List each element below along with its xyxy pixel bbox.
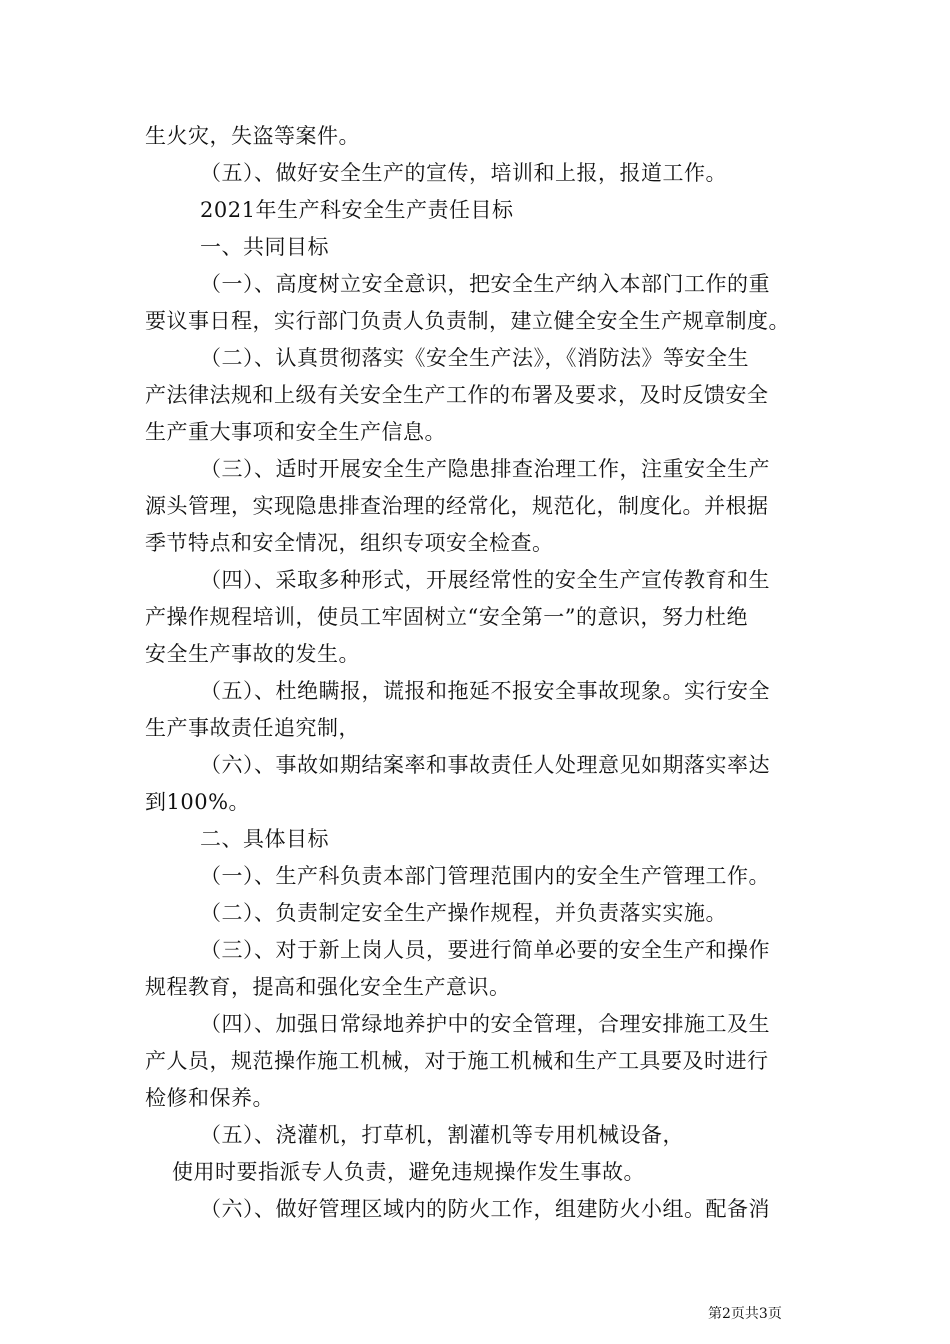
section-heading: 二、具体目标 xyxy=(200,827,329,851)
text-line: （五）、杜绝瞒报，谎报和拖延不报安全事故现象。实行安全 xyxy=(200,679,770,703)
text-line: 产操作规程培训，使员工牢固树立“安全第一”的意识，努力杜绝 xyxy=(145,605,748,629)
text-line: 产法律法规和上级有关安全生产工作的布署及要求，及时反馈安全 xyxy=(145,383,769,407)
page-number: 第2页共3页 xyxy=(708,1306,782,1322)
text-line: （一）、高度树立安全意识，把安全生产纳入本部门工作的重 xyxy=(200,272,770,296)
text-line: （四）、采取多种形式，开展经常性的安全生产宣传教育和生 xyxy=(200,568,770,592)
text-line: （五）、浇灌机，打草机，割灌机等专用机械设备， xyxy=(200,1123,684,1147)
text-line: 生产事故责任追究制， xyxy=(145,716,360,740)
text-line: （六）、做好管理区域内的防火工作，组建防火小组。配备消 xyxy=(200,1197,770,1221)
text-line: 检修和保养。 xyxy=(145,1086,274,1110)
text-line: （六）、事故如期结案率和事故责任人处理意见如期落实率达 xyxy=(200,753,770,777)
text-line: （一）、生产科负责本部门管理范围内的安全生产管理工作。 xyxy=(200,864,770,888)
text-line: （二）、负责制定安全生产操作规程，并负责落实实施。 xyxy=(200,901,727,925)
text-line: （四）、加强日常绿地养护中的安全管理，合理安排施工及生 xyxy=(200,1012,770,1036)
text-line: 季节特点和安全情况，组织专项安全检查。 xyxy=(145,531,554,555)
text-line: （五）、做好安全生产的宣传，培训和上报，报道工作。 xyxy=(200,161,727,185)
text-line: 安全生产事故的发生。 xyxy=(145,642,360,666)
text-line: 生火灾，失盗等案件。 xyxy=(145,124,360,148)
text-line: 到100%。 xyxy=(145,790,251,814)
section-title: 2021年生产科安全生产责任目标 xyxy=(200,198,514,222)
text-line: 规程教育，提高和强化安全生产意识。 xyxy=(145,975,511,999)
text-line: （三）、对于新上岗人员，要进行简单必要的安全生产和操作 xyxy=(200,938,770,962)
text-line: 源头管理，实现隐患排查治理的经常化，规范化，制度化。并根据 xyxy=(145,494,769,518)
text-line: （二）、认真贯彻落实《安全生产法》，《消防法》等安全生 xyxy=(200,346,749,370)
text-line: 要议事日程，实行部门负责人负责制，建立健全安全生产规章制度。 xyxy=(145,309,790,333)
text-line: 使用时要指派专人负责，避免违规操作发生事故。 xyxy=(172,1160,645,1184)
text-line: 产人员，规范操作施工机械，对于施工机械和生产工具要及时进行 xyxy=(145,1049,769,1073)
text-line: 生产重大事项和安全生产信息。 xyxy=(145,420,446,444)
section-heading: 一、共同目标 xyxy=(200,235,329,259)
text-line: （三）、适时开展安全生产隐患排查治理工作，注重安全生产 xyxy=(200,457,770,481)
